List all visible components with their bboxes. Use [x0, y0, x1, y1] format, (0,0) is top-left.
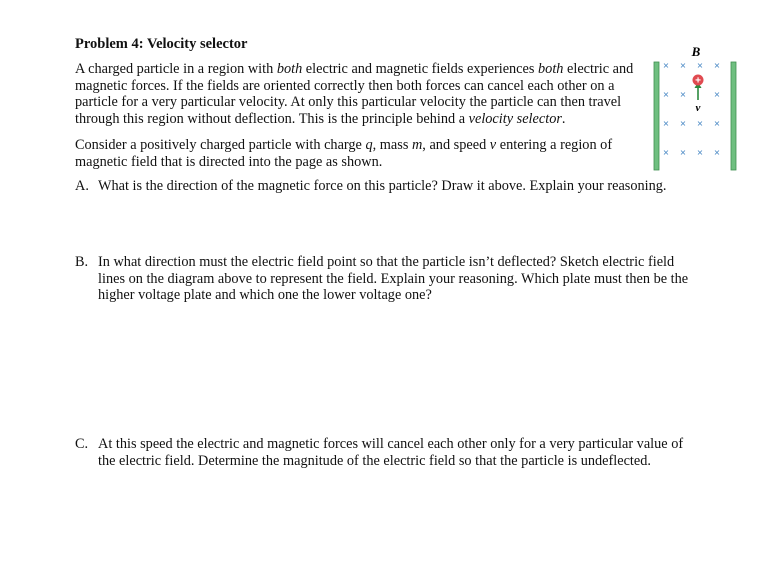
intro-paragraph: A charged particle in a region with both electric and magnetic fields experiences both electric and magnetic forces. If the fields are oriented correctly then both forces can cancel each other on a particle for a very particular velocity. At only this particular velocity the particle can then travel through this region without deflection. This is the principle behind a velocity selector.: [75, 61, 634, 127]
velocity-selector-diagram: [650, 44, 740, 174]
question-letter: B.: [75, 254, 89, 270]
field-x-marker: ×: [713, 119, 721, 128]
field-x-marker: ×: [679, 119, 687, 128]
field-x-marker: ×: [713, 90, 721, 99]
field-x-marker: ×: [662, 148, 670, 157]
field-x-marker: ×: [679, 61, 687, 70]
question-text: At this speed the electric and magnetic forces will cancel each other only for a very particular value of the electric field. Determine the magnitude of the electric field so that the particle is undeflected.: [98, 436, 684, 469]
field-x-marker: ×: [662, 90, 670, 99]
question-letter: A.: [75, 178, 89, 194]
velocity-label: v: [695, 102, 701, 114]
setup-paragraph: Consider a positively charged particle with charge q, mass m, and speed v entering a region of magnetic field that is directed into the page as shown.: [75, 137, 613, 170]
field-x-marker: ×: [696, 119, 704, 128]
magnetic-field-label: B: [691, 44, 701, 59]
left-plate: [654, 62, 659, 170]
field-x-marker: ×: [679, 90, 687, 99]
question-letter: C.: [75, 436, 89, 452]
field-x-marker: ×: [713, 61, 721, 70]
charge-symbol: +: [695, 75, 701, 87]
field-x-marker: ×: [696, 61, 704, 70]
problem-title: Problem 4: Velocity selector: [75, 36, 248, 52]
question-text: In what direction must the electric field point so that the particle isn’t deflected? Sketch electric field lines on the diagram above to represent the field. Explain your reasoning. Which plate must then be the higher voltage plate and which one the lower voltage one?: [98, 254, 689, 304]
magnetic-field-markers: [663, 61, 721, 157]
field-x-marker: ×: [662, 61, 670, 70]
right-plate: [731, 62, 736, 170]
question-text: What is the direction of the magnetic force on this particle? Draw it above. Explain your reasoning.: [98, 178, 667, 194]
field-x-marker: ×: [679, 148, 687, 157]
field-x-marker: ×: [662, 119, 670, 128]
field-x-marker: ×: [713, 148, 721, 157]
field-x-marker: ×: [696, 148, 704, 157]
